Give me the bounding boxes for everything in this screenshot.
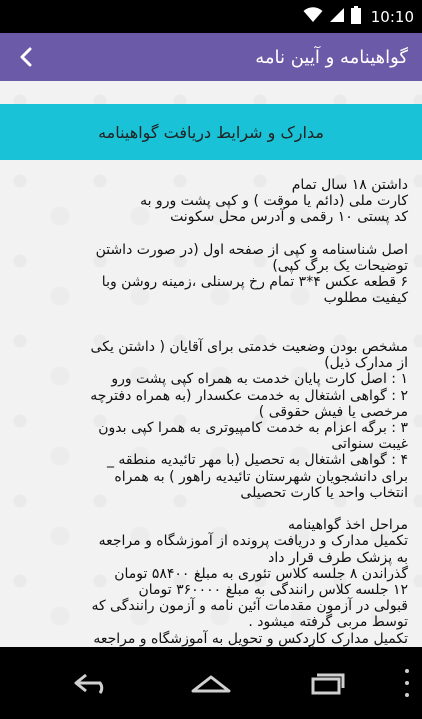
section-header [0,104,422,160]
content-scroll-area[interactable] [0,81,422,647]
menu-dot [405,681,409,685]
body-line: ۱ : اصل کارت پایان خدمت به همراه کپی پشت ورو [111,371,408,388]
body-line: تکمیل مدارک و دریافت پرونده از آموزشگاه و مراجعه [98,533,408,550]
body-line: مشخص بودن وضعیت خدمتی برای آقایان ( داشتن یکی [90,338,408,355]
body-line: انتخاب واحد یا کارت تحصیلی [240,484,408,501]
menu-icon[interactable] [402,669,412,697]
body-line [20,501,408,517]
battery-icon [351,6,361,28]
app-title: گواهینامه و آیین نامه [255,46,408,68]
body-text [20,177,408,663]
body-line: مراحل اخذ گواهینامه [287,517,408,534]
body-line: برای دانشجویان شهرستان تائیدیه راهور ) به همراه [114,468,408,485]
wifi-icon [303,7,323,27]
body-line: ۱۲ جلسه کلاس رانندگی به مبلغ ۳۶۰۰۰۰ تومان [138,582,408,599]
body-line: به پزشک طرف قرار داد [268,549,408,566]
body-line: ۶ قطعه عکس ۴*۳ تمام رخ پرسنلی ،زمینه روشن وبا [101,274,408,291]
body-line: تکمیل مدارک کاردکس و تحویل به آموزشگاه و مراجعه [93,630,408,647]
status-icons [303,0,414,33]
body-line: کد پستی ۱۰ رقمی و آدرس محل سکونت [170,209,408,226]
body-line: گذراندن ۸ جلسه کلاس تئوری به مبلغ ۵۸۴۰۰ تومان [114,565,408,582]
menu-dot [405,693,409,697]
body-line [20,323,408,339]
body-line: ۳ : برگه اعزام به خدمت کامپیوتری به همرا کپی بدون [98,420,408,436]
status-bar [0,0,422,33]
body-line: ۲ : گواهی اشتغال به خدمت عکسدار (به همراه دفترچه [90,387,408,404]
status-time: 10:10 [370,7,414,26]
section-title: مدارک و شرایط دریافت گواهینامه [98,122,324,142]
body-line: قبولی در آزمون مقدمات آئین نامه و آزمون رانندگی که [91,598,408,615]
body-line: غیبت سنواتی [331,436,408,453]
body-line: اصل شناسنامه و کپی از صفحه اول (در صورت داشتن [95,241,408,258]
body-line: توسط مربی گرفته میشود . [248,614,408,631]
body-line: مرخصی یا فیش حقوقی ) [258,403,408,420]
chevron-left-icon[interactable] [16,47,36,67]
navigation-bar [0,647,422,719]
body-line [20,226,408,242]
home-icon[interactable] [187,665,235,701]
body-line: کارت ملی (دائم یا موقت ) و کپی پشت ورو به [140,193,408,210]
body-line: کیفیت مطلوب [323,290,408,307]
body-line: داشتن ۱۸ سال تمام [291,177,408,193]
menu-dot [405,669,409,673]
body-line: توضیحات یک برگ کپی) [272,258,408,274]
body-line: ۴ : گواهی اشتغال به تحصیل (با مهر تائیدیه منطقه _ [106,452,408,469]
body-line [20,307,408,323]
app-bar [0,33,422,81]
back-icon[interactable] [70,665,118,701]
recents-icon[interactable] [303,665,351,701]
body-line: از مدارک ذیل) [324,355,408,372]
signal-icon [329,7,345,27]
